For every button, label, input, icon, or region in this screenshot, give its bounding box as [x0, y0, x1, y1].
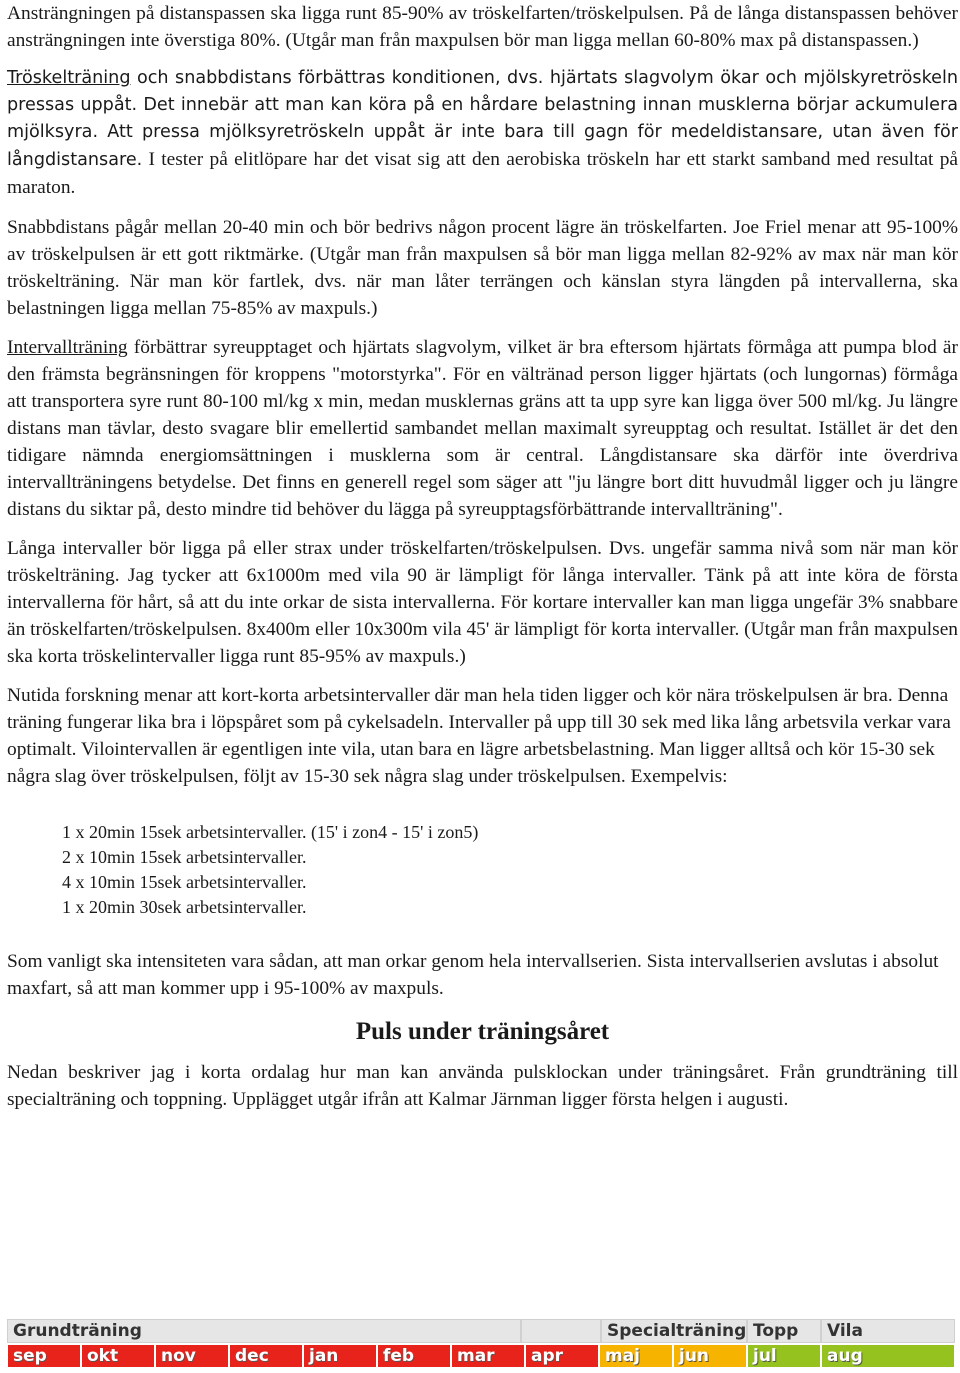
month-jun: jun — [673, 1344, 747, 1368]
phase-row — [7, 1319, 955, 1343]
list-item: 1 x 20min 15sek arbetsintervaller. (15' i zon4 - 15' i zon5) — [62, 822, 479, 842]
paragraph-interval — [7, 334, 958, 523]
section-heading: Puls under träningsåret — [355, 1018, 610, 1045]
month-okt: okt — [81, 1344, 155, 1368]
paragraph-fast-distance: Snabbdistans pågår mellan 20-40 min och bör bedrivs någon procent lägre än tröskelfarten. Joe Friel menar att 95-100% av tröskelpulsen är ett gott riktmärke. (Utgår man från maxpulsen så bör man ligga mellan 82-92% av max när man kör tröskelträning. När man kör fartlek, dvs. när man låter terrängen och känslan styra längden på intervallerna, ska belastningen ligga mellan 75-85% av maxpuls.) — [7, 217, 958, 319]
document-page — [7, 0, 958, 1113]
phase-empty — [521, 1319, 601, 1343]
paragraph-research: Nutida forskning menar att kort-korta arbetsintervaller där man hela tiden ligger och kör nära tröskelpulsen är bra. Denna träning fungerar lika bra i löpspåret som på cykelsadeln. Intervaller på upp till 30 sek med lika lång arbetsvila verkar vara optimalt. Vilointervallen är egentligen inte vila, utan bara en lägre arbetsbelastning. Man ligger alltså och kör 15-30 sek några slag över tröskelpulsen, följt av 15-30 sek några slag under tröskelpulsen. Exempelvis: — [7, 685, 951, 787]
link-threshold-training[interactable]: Tröskelträning — [7, 68, 131, 88]
paragraph-threshold-body: och snabbdistans förbättras konditionen, dvs. hjärtats slagvolym ökar och mjölskyretröskeln pressas uppåt. Det innebär att man kan köra på en hårdare belastning innan musklerna börjar ackumulera mjölksyra. Att pressa mjölksyretröskeln uppåt är inte bara till gagn för medeldistansare, utan även för långdistansare. — [7, 68, 958, 170]
paragraph-intensity: Som vanligt ska intensiteten vara sådan, att man orkar genom hela intervallserien. Sista intervallserien avslutas i absolut maxfart, så att man kommer upp i 95-100% av maxpuls. — [7, 951, 939, 999]
month-dec: dec — [229, 1344, 303, 1368]
paragraph-distance: Ansträngningen på distanspassen ska ligga runt 85-90% av tröskelfarten/tröskelpulsen. På de långa distanspassen behöver ansträngningen inte överstiga 80%. (Utgår man från maxpulsen bör man ligga mellan 60-80% max på distanspassen.) — [7, 3, 958, 51]
example-list — [7, 820, 958, 920]
list-item: 1 x 20min 30sek arbetsintervaller. — [62, 897, 307, 917]
season-strip — [7, 1319, 955, 1369]
link-interval-training[interactable]: Intervallträning — [7, 337, 128, 358]
month-mar: mar — [451, 1344, 525, 1368]
month-nov: nov — [155, 1344, 229, 1368]
month-sep: sep — [7, 1344, 81, 1368]
month-jul: jul — [747, 1344, 821, 1368]
list-item: 4 x 10min 15sek arbetsintervaller. — [62, 872, 307, 892]
month-row — [7, 1344, 955, 1368]
phase-vila: Vila — [821, 1319, 955, 1343]
paragraph-long-intervals: Långa intervaller bör ligga på eller strax under tröskelfarten/tröskelpulsen. Dvs. ungefär samma nivå som när man kör tröskelträning. Jag tycker att 6x1000m med vila 90 är lämpligt för långa intervaller. Tänk på att inte köra de första intervallerna för hårt, så att du inte orkar de sista intervallerna. För kortare intervaller kan man ligga ungefär 3% snabbare än tröskelfarten/tröskelpulsen. 8x400m eller 10x300m vila 45' är lämpligt för korta intervaller. (Utgår man från maxpulsen ska korta tröskelintervaller ligga runt 85-95% av maxpuls.) — [7, 538, 958, 667]
paragraph-threshold — [7, 65, 958, 202]
phase-specialtraning: Specialträning — [601, 1319, 747, 1343]
month-aug: aug — [821, 1344, 955, 1368]
phase-topp: Topp — [747, 1319, 821, 1343]
month-apr: apr — [525, 1344, 599, 1368]
month-jan: jan — [303, 1344, 377, 1368]
list-item: 2 x 10min 15sek arbetsintervaller. — [62, 847, 307, 867]
month-maj: maj — [599, 1344, 673, 1368]
month-feb: feb — [377, 1344, 451, 1368]
paragraph-threshold-tail: I tester på elitlöpare har det visat sig att den aerobiska tröskeln har ett starkt samband med resultat på maraton. — [7, 149, 958, 198]
phase-grundtraning: Grundträning — [7, 1319, 521, 1343]
paragraph-season: Nedan beskriver jag i korta ordalag hur man kan använda pulsklockan under träningsåret. Från grundträning till specialträning och toppning. Upplägget utgår ifrån att Kalmar Järnman ligger första helgen i augusti. — [7, 1062, 958, 1110]
paragraph-interval-body: förbättrar syreupptaget och hjärtats slagvolym, vilket är bra eftersom hjärtats förmåga att pumpa blod är den främsta begränsningen för kroppens "motorstyrka". För en vältränad person ligger hjärtats (och lungornas) förmåga att transportera syre runt 80-100 ml/kg x min, medan musklernas gräns att ta upp syre kan ligga över 500 ml/kg. Ju längre distans man tävlar, desto svagare blir emellertid sambandet mellan maximalt syreupptag och resultat. Istället är det den tidigare nämnda energiomsättningen i musklerna som är central. Långdistansare ska därför inte överdriva intervallträningens betydelse. Det finns en generell regel som säger att "ju längre bort ditt huvudmål ligger och ju längre distans du siktar på, desto mindre tid behöver du lägga på syreupptagsförbättrande intervallträning". — [7, 337, 958, 520]
